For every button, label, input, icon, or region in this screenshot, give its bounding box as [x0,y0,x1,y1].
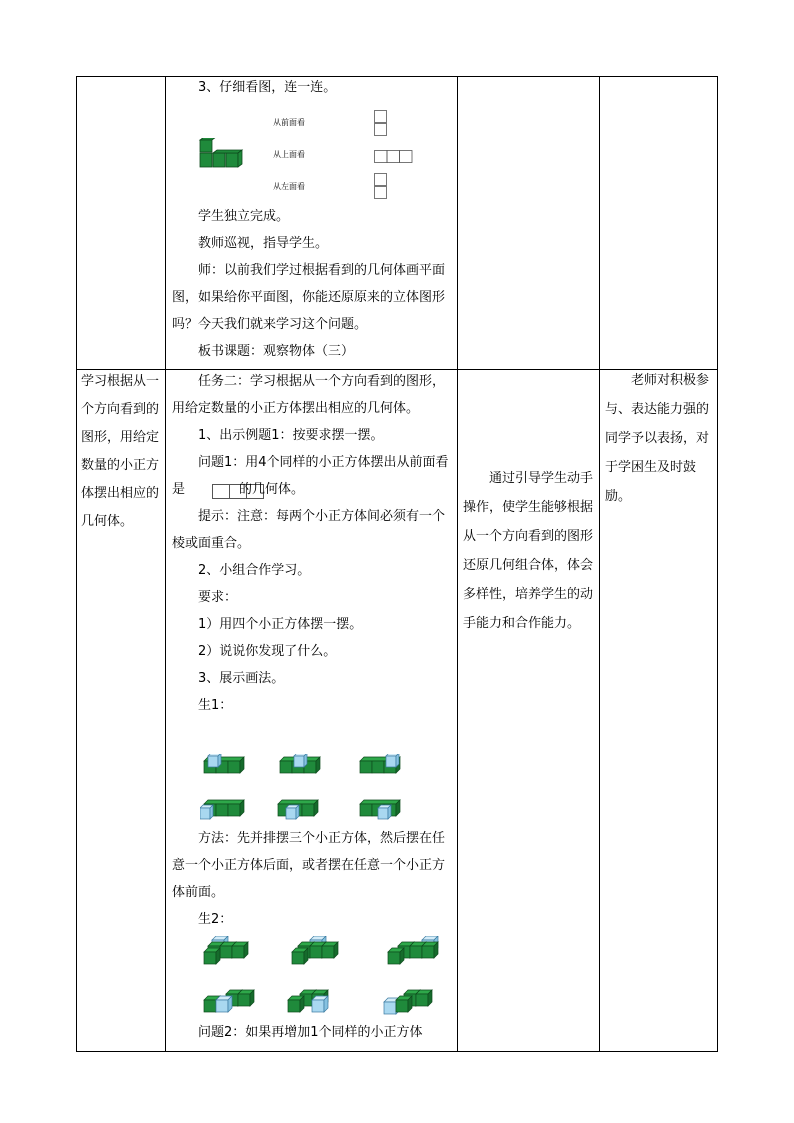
top-view-diagram [374,150,414,164]
show-method-text: 3、展示画法。 [198,671,285,686]
question1-text: 问题1：用4个同样的小正方体摆出从前面看是 的几何体。 [172,455,449,497]
row2-design-intent: 通过引导学生动手操作，使学生能够根据从一个方向看到的图形还原几何组合体，体会多样性，培养学生的动手能力和合作能力。 [463,471,594,631]
row2-content-top [172,368,452,719]
table-border-left [76,76,77,1052]
left-view-diagram [374,173,388,201]
student1-label: 生1： [198,698,233,713]
question2-text: 问题2：如果再增加1个同样的小正方体 [198,1025,423,1040]
requirement-heading: 要求： [198,590,238,605]
row1-content [172,74,452,101]
view-front-label: 从前面看 [273,118,305,127]
student1-cube-figures [200,754,410,820]
table-col-divider-1 [165,76,166,1052]
table-col-divider-2 [457,76,458,1052]
row2-content-bottom [172,1019,452,1046]
view-left-label: 从左面看 [273,182,305,191]
group-study-text: 2、小组合作学习。 [198,563,311,578]
method-text: 方法：先并排摆三个小正方体，然后摆在任意一个小正方体后面，或者摆在任意一个小正方体前面。 [172,831,446,900]
para-independent: 学生独立完成。 [198,209,290,224]
row2-evaluation: 老师对积极参与、表达能力强的同学予以表扬，对于学困生及时鼓励。 [605,373,710,504]
three-square-front-view [186,482,238,497]
table-col-divider-3 [599,76,600,1052]
row2-objective: 学习根据从一个方向看到的图形，用给定数量的小正方体摆出相应的几何体。 [81,374,160,529]
step3-text: 3、仔细看图，连一连。 [198,80,337,95]
row2-content-middle [172,825,452,933]
hint-text: 提示：注意：每两个小正方体间必须有一个棱或面重合。 [172,509,446,551]
para-lesson-title: 板书课题：观察物体（三） [198,344,355,359]
student2-label: 生2： [198,912,233,927]
student2-cube-figures [200,936,440,1020]
front-view-diagram [374,110,388,138]
row1-paragraphs [172,203,452,365]
table-border-right [717,76,718,1052]
task2-text: 任务二：学习根据从一个方向看到的图形，用给定数量的小正方体摆出相应的几何体。 [172,374,446,416]
requirement-1: 1）用四个小正方体摆一摆。 [198,617,363,632]
example1-text: 1、出示例题1：按要求摆一摆。 [198,428,384,443]
l-shape-cube-figure [198,138,246,170]
table-border-bottom [76,1051,718,1052]
para-teacher-patrol: 教师巡视，指导学生。 [198,236,329,251]
view-top-label: 从上面看 [273,150,305,159]
para-teacher-question: 师：以前我们学过根据看到的几何体画平面图，如果给你平面图，你能还原原来的立体图形吗？今天我们就来学习这个问题。 [172,263,446,332]
requirement-2: 2）说说你发现了什么。 [198,644,337,659]
